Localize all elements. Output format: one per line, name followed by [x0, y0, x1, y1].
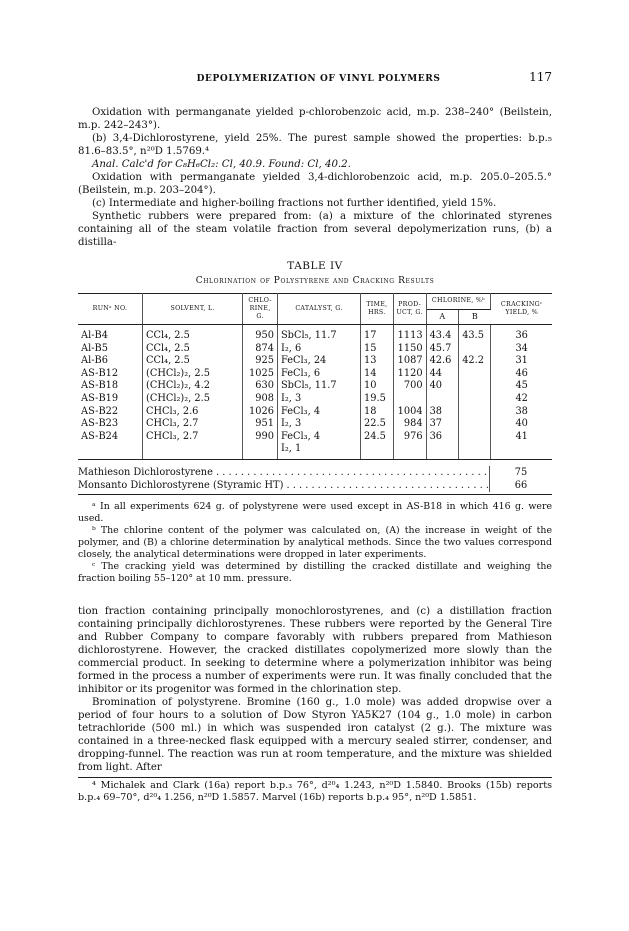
cell-chlorine: 1025 [243, 368, 278, 381]
col-time: TIME, HRS. [361, 294, 394, 325]
table-row [78, 368, 552, 381]
cell-solvent: CHCl₃, 2.6 [143, 406, 243, 419]
paragraph: Oxidation with permanganate yielded 3,4-dichlorobenzoic acid, m.p. 205.0–205.5.° (Beilstein, m.p. 203–204°). [78, 172, 552, 196]
cell-catalyst: I₂, 1 [277, 443, 360, 459]
cell-catalyst: FeCl₃, 4 [277, 406, 360, 419]
total-value: 75 [489, 466, 552, 479]
cell-chlorine: 1026 [243, 406, 278, 419]
table-totals [78, 459, 552, 495]
col-run: RUNᵃ NO. [78, 294, 143, 325]
cell-solvent: CHCl₃, 2.7 [143, 431, 243, 444]
cell-product: 976 [393, 431, 426, 444]
cell-time: 24.5 [361, 431, 394, 444]
cell-chlorine-b [459, 443, 491, 459]
cell-chlorine-b [459, 418, 491, 431]
cell-time: 17 [361, 325, 394, 343]
cell-product [393, 443, 426, 459]
total-label: Mathieson Dichlorostyrene . . . [78, 466, 489, 479]
cell-chlorine-a: 37 [426, 418, 459, 431]
cell-cracking [491, 443, 552, 459]
cell-catalyst: FeCl₃, 4 [277, 431, 360, 444]
table-body [78, 325, 552, 459]
paragraph: Synthetic rubbers were prepared from: (a) a mixture of the chlorinated styrenes containing all of the steam volatile fraction from several depolymerization runs, (b) a distilla- [78, 211, 552, 248]
total-row [78, 479, 552, 492]
cell-chlorine [243, 443, 278, 459]
cell-run: AS-B12 [78, 368, 143, 381]
cell-solvent: (CHCl₂)₂, 4.2 [143, 380, 243, 393]
col-cracking: CRACKINGᶜ YIELD, % [491, 294, 552, 325]
col-catalyst: CATALYST, G. [277, 294, 360, 325]
cell-product: 700 [393, 380, 426, 393]
cell-chlorine-b [459, 343, 491, 356]
cell-time: 19.5 [361, 393, 394, 406]
paragraph: Anal. Calc'd for C₈H₆Cl₂: Cl, 40.9. Found: Cl, 40.2. [92, 159, 351, 170]
running-header [78, 70, 552, 84]
cell-product: 1113 [393, 325, 426, 343]
cell-solvent [143, 443, 243, 459]
cell-product: 984 [393, 418, 426, 431]
cell-catalyst: I₂, 3 [277, 418, 360, 431]
table-note: ᶜ The cracking yield was determined by distilling the cracked distillate and weighing the fraction boiling 55–120° at 10 mm. pressure. [78, 560, 552, 584]
cell-run: AS-B18 [78, 380, 143, 393]
cell-run: Al-B5 [78, 343, 143, 356]
col-solvent: SOLVENT, L. [143, 294, 243, 325]
cell-cracking: 42 [515, 392, 528, 404]
table-row [78, 325, 552, 343]
paragraph: (c) Intermediate and higher-boiling fractions not further identified, yield 15%. [92, 198, 497, 209]
cell-product [393, 393, 426, 406]
cell-time: 15 [361, 343, 394, 356]
table-row [78, 418, 552, 431]
table-title: Chlorination of Polystyrene and Cracking Results [195, 276, 435, 286]
total-value: 66 [489, 479, 552, 492]
cell-cracking: 45 [515, 380, 528, 392]
cell-cracking: 40 [515, 418, 528, 430]
cell-chlorine: 990 [243, 431, 278, 444]
cell-cracking: 41 [515, 430, 528, 442]
cell-cracking: 31 [515, 355, 528, 367]
top-text [78, 106, 552, 249]
cell-cracking: 38 [515, 405, 528, 417]
col-chlorine: CHLO- RINE, G. [243, 294, 278, 325]
paper-page [78, 70, 552, 805]
table-note: ᵇ The chlorine content of the polymer was calculated on, (A) the increase in weight of the polymer, and (B) a chlorine determination by analytical methods. Since the two values correspond closely, the analytical determinations were dropped in later experiments. [78, 524, 552, 560]
cell-chlorine-b: 42.2 [459, 355, 491, 368]
cell-product: 1004 [393, 406, 426, 419]
page-number: 117 [529, 70, 552, 84]
cell-chlorine-b [459, 393, 491, 406]
table-row [78, 393, 552, 406]
cell-cracking: 34 [515, 342, 528, 354]
cell-chlorine-a: 43.4 [426, 325, 459, 343]
cell-chlorine-a: 36 [426, 431, 459, 444]
cell-run: AS-B22 [78, 406, 143, 419]
col-chlorine-pct: CHLORINE, %ᵇ [426, 294, 491, 310]
cell-time [361, 443, 394, 459]
cell-chlorine: 951 [243, 418, 278, 431]
table-label: TABLE IV [287, 260, 343, 272]
cell-run: AS-B19 [78, 393, 143, 406]
cell-time: 22.5 [361, 418, 394, 431]
paragraph: Bromination of polystyrene. Bromine (160 g., 1.0 mole) was added dropwise over a period of four hours to a solution of Dow Styron YA5K27 (104 g., 1.0 mole) in carbon tetrachloride (500 ml.) in which was suspended iron catalyst (2 g.). The mixture was contained in a three-necked flask equipped with a mercury sealed stirrer, condenser, and dropping-funnel. The reaction was run at room temperature, and the mixture was shielded from light. After [78, 696, 552, 773]
cell-run: Al-B6 [78, 355, 143, 368]
table-note: ᵃ In all experiments 624 g. of polystyrene were used except in AS-B18 in which 416 g. were used. [78, 500, 552, 524]
total-row [78, 466, 552, 479]
cell-time: 18 [361, 406, 394, 419]
cell-solvent: CHCl₃, 2.7 [143, 418, 243, 431]
running-title: DEPOLYMERIZATION OF VINYL POLYMERS [196, 74, 441, 84]
cell-solvent: CCl₄, 2.5 [143, 325, 243, 343]
cell-product: 1150 [393, 343, 426, 356]
cell-run: Al-B4 [78, 325, 143, 343]
cell-solvent: (CHCl₂)₂, 2.5 [143, 393, 243, 406]
table-row [78, 343, 552, 356]
table-row [78, 355, 552, 368]
cell-chlorine: 908 [243, 393, 278, 406]
cell-chlorine: 630 [243, 380, 278, 393]
cell-catalyst: I₂, 6 [277, 343, 360, 356]
total-label: Monsanto Dichlorostyrene (Styramic HT) . . . [78, 479, 489, 492]
cell-cracking: 36 [515, 330, 528, 341]
cell-chlorine-a: 45.7 [426, 343, 459, 356]
table-row [78, 380, 552, 393]
cell-time: 10 [361, 380, 394, 393]
cell-chlorine-a [426, 393, 459, 406]
cell-chlorine: 925 [243, 355, 278, 368]
cell-chlorine-b [459, 406, 491, 419]
cell-run [78, 443, 143, 459]
cell-time: 13 [361, 355, 394, 368]
cell-chlorine-b [459, 431, 491, 444]
cell-cracking: 46 [515, 367, 528, 379]
col-chlorine-a: A [426, 309, 459, 325]
table-row [78, 443, 552, 459]
cell-chlorine-b [459, 380, 491, 393]
col-product: PROD- UCT, G. [393, 294, 426, 325]
cell-product: 1087 [393, 355, 426, 368]
col-chlorine-b: B [459, 309, 491, 325]
cell-catalyst: SbCl₅, 11.7 [277, 380, 360, 393]
cell-chlorine-a: 44 [426, 368, 459, 381]
paragraph: Oxidation with permanganate yielded p-chlorobenzoic acid, m.p. 238–240° (Beilstein, m.p. 242–243°). [78, 107, 552, 131]
footnote-text: ⁴ Michalek and Clark (16a) report b.p.₃ 76°, d²⁰₄ 1.243, n²⁰D 1.5840. Brooks (15b) reports b.p.₄ 69–70°, d²⁰₄ 1.256, n²⁰D 1.5857. Marvel (16b) reports b.p.₄ 95°, n²⁰D 1.5851. [78, 779, 552, 804]
cell-chlorine-b: 43.5 [459, 325, 491, 343]
cell-catalyst: FeCl₃, 6 [277, 368, 360, 381]
table-row [78, 431, 552, 444]
cell-time: 14 [361, 368, 394, 381]
cell-chlorine-b [459, 368, 491, 381]
cell-catalyst: FeCl₃, 24 [277, 355, 360, 368]
cell-solvent: CCl₄, 2.5 [143, 355, 243, 368]
cell-run: AS-B23 [78, 418, 143, 431]
results-table [78, 293, 552, 459]
footnote [78, 777, 552, 805]
cell-solvent: (CHCl₂)₂, 2.5 [143, 368, 243, 381]
cell-solvent: CCl₄, 2.5 [143, 343, 243, 356]
paragraph: tion fraction containing principally monochlorostyrenes, and (c) a distillation fraction containing principally dichlorostyrenes. These rubbers were reported by the General Tire and Rubber Company to compare favorably with rubbers prepared from Mathieson dichlorostyrene. However, the cracked distillates copolymerized more slowly than the commercial product. In seeking to determine where a polymerization inhibitor was being formed in the process a number of experiments were run. It was finally concluded that the inhibitor or its progenitor was formed in the chlorination step. [78, 605, 552, 695]
bottom-text [78, 605, 552, 774]
table-row [78, 406, 552, 419]
cell-chlorine-a: 42.6 [426, 355, 459, 368]
paragraph: (b) 3,4-Dichlorostyrene, yield 25%. The purest sample showed the properties: b.p.₅ 81.6–83.5°, n²⁰D 1.5769.⁴ [78, 133, 552, 157]
cell-catalyst: SbCl₅, 11.7 [277, 325, 360, 343]
table-notes [78, 501, 552, 585]
cell-chlorine: 950 [243, 325, 278, 343]
cell-chlorine-a [426, 443, 459, 459]
cell-chlorine: 874 [243, 343, 278, 356]
cell-product: 1120 [393, 368, 426, 381]
cell-chlorine-a: 38 [426, 406, 459, 419]
cell-run: AS-B24 [78, 431, 143, 444]
cell-chlorine-a: 40 [426, 380, 459, 393]
cell-catalyst: I₂, 3 [277, 393, 360, 406]
